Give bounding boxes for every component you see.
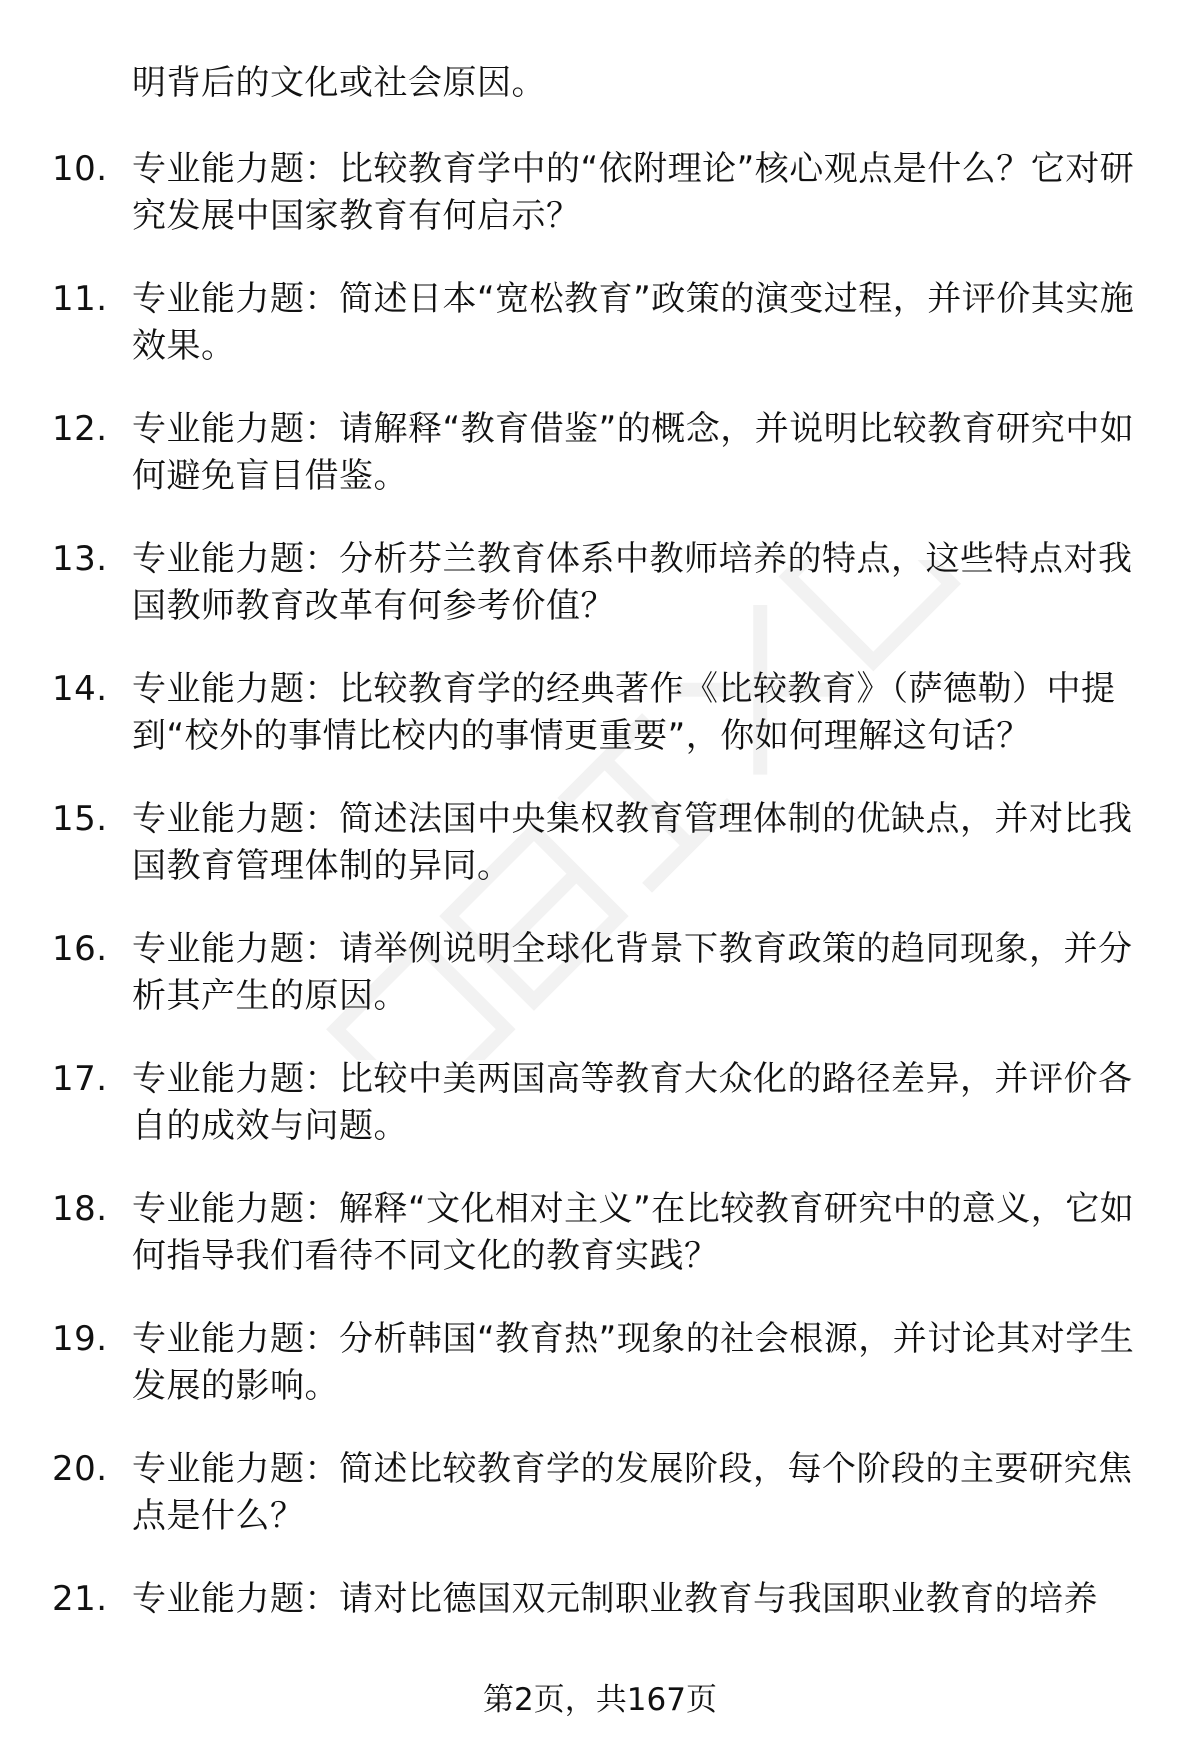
question-item bbox=[0, 1186, 1200, 1316]
question-number: 19. bbox=[52, 1319, 108, 1359]
question-item bbox=[0, 1446, 1200, 1576]
continuation-text: 明背后的文化或社会原因。 bbox=[132, 63, 546, 103]
question-number: 16. bbox=[52, 929, 108, 969]
question-item bbox=[0, 276, 1200, 406]
question-text: 专业能力题：比较中美两国高等教育大众化的路径差异，并评价各自的成效与问题。 bbox=[132, 1059, 1133, 1146]
question-text: 专业能力题：简述法国中央集权教育管理体制的优缺点，并对比我国教育管理体制的异同。 bbox=[132, 799, 1133, 886]
question-item bbox=[0, 146, 1200, 276]
question-number: 13. bbox=[52, 539, 108, 579]
question-text: 专业能力题：比较教育学中的“依附理论”核心观点是什么？它对研究发展中国家教育有何启示？ bbox=[132, 149, 1135, 236]
question-item bbox=[0, 1316, 1200, 1446]
question-text: 专业能力题：分析芬兰教育体系中教师培养的特点，这些特点对我国教师教育改革有何参考价值？ bbox=[132, 539, 1133, 626]
question-text: 专业能力题：比较教育学的经典著作《比较教育》（萨德勒）中提到“校外的事情比校内的事情更重要”，你如何理解这句话？ bbox=[132, 669, 1116, 756]
question-number: 14. bbox=[52, 669, 108, 709]
question-number: 20. bbox=[52, 1449, 108, 1489]
question-text: 专业能力题：简述日本“宽松教育”政策的演变过程，并评价其实施效果。 bbox=[132, 279, 1135, 366]
question-number: 21. bbox=[52, 1579, 108, 1619]
page-footer: 第2页，共167页 bbox=[483, 1682, 717, 1718]
question-item bbox=[0, 796, 1200, 926]
question-item bbox=[0, 666, 1200, 796]
question-list bbox=[0, 146, 1200, 1706]
question-text: 专业能力题：请解释“教育借鉴”的概念，并说明比较教育研究中如何避免盲目借鉴。 bbox=[132, 409, 1135, 496]
question-number: 10. bbox=[52, 149, 108, 189]
question-text: 专业能力题：分析韩国“教育热”现象的社会根源，并讨论其对学生发展的影响。 bbox=[132, 1319, 1135, 1406]
question-number: 15. bbox=[52, 799, 108, 839]
question-item bbox=[0, 1056, 1200, 1186]
question-text: 专业能力题：请举例说明全球化背景下教育政策的趋同现象，并分析其产生的原因。 bbox=[132, 929, 1133, 1016]
question-number: 11. bbox=[52, 279, 108, 319]
question-item bbox=[0, 536, 1200, 666]
question-text: 专业能力题：简述比较教育学的发展阶段，每个阶段的主要研究焦点是什么？ bbox=[132, 1449, 1133, 1536]
question-text: 专业能力题：解释“文化相对主义”在比较教育研究中的意义，它如何指导我们看待不同文化的教育实践？ bbox=[132, 1189, 1135, 1276]
question-item bbox=[0, 406, 1200, 536]
question-item bbox=[0, 926, 1200, 1056]
question-number: 17. bbox=[52, 1059, 108, 1099]
question-number: 18. bbox=[52, 1189, 108, 1229]
question-number: 12. bbox=[52, 409, 108, 449]
question-text: 专业能力题：请对比德国双元制职业教育与我国职业教育的培养 bbox=[132, 1579, 1098, 1619]
